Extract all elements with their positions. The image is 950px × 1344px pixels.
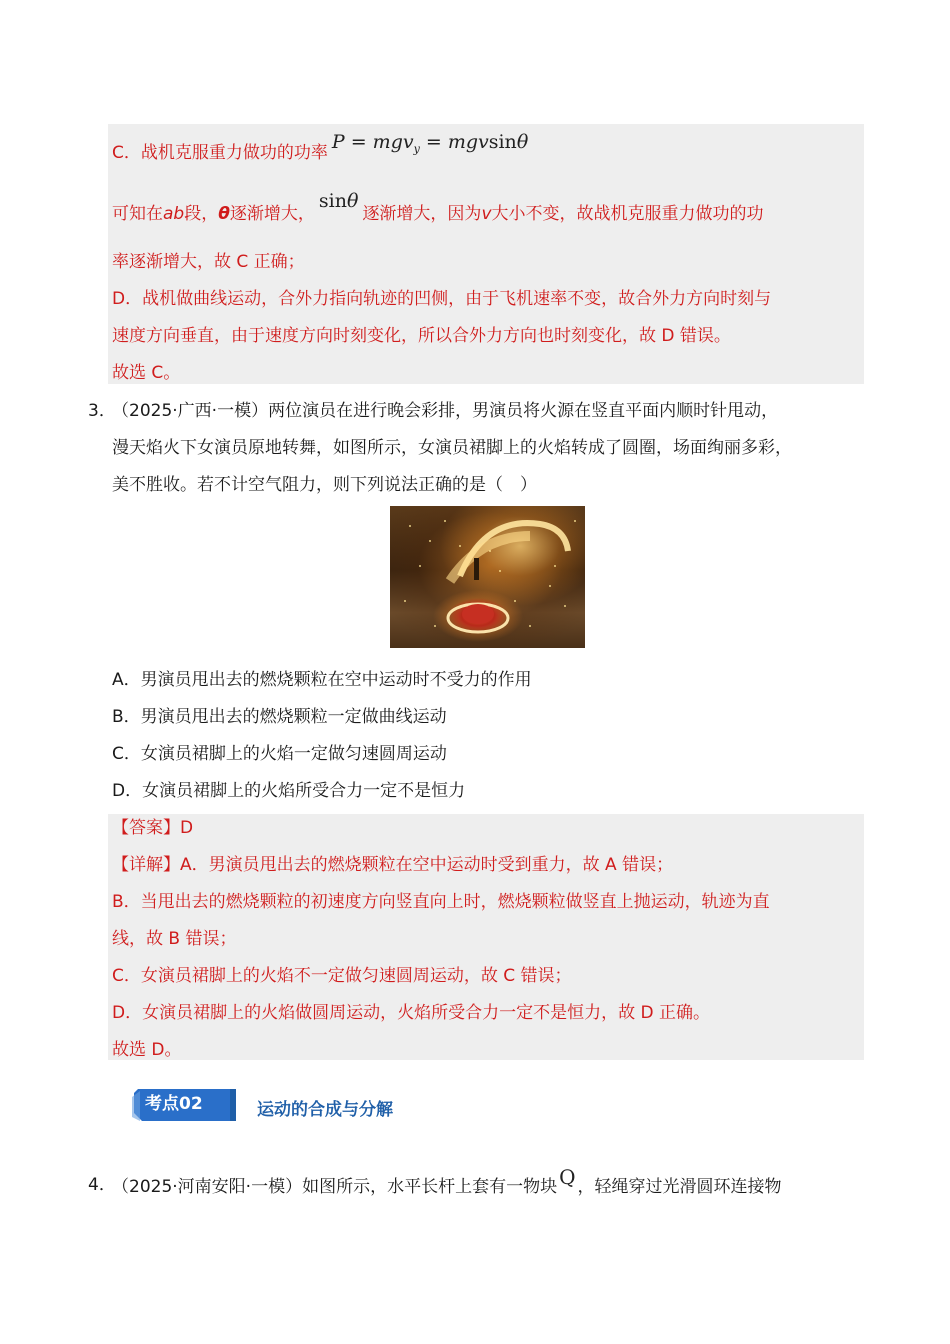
explanation-line-c — [112, 131, 529, 172]
answer-line: 【答案】D — [112, 818, 194, 838]
fire-dance-photo — [390, 506, 585, 648]
power-formula: P = mgv$_y$ = mgvsinθ — [331, 131, 529, 156]
question-stem-line: （2025·河南安阳·一模）如图所示，水平长杆上套有一物块 Q ，轻绳穿过光滑圆环连接物 — [112, 1165, 782, 1197]
question-stem-line: 漫天焰火下女演员原地转舞，如图所示，女演员裙脚上的火焰转成了圆圈，场面绚丽多彩， — [112, 438, 792, 458]
detail-line-2: B．当甩出去的燃烧颗粒的初速度方向竖直向上时，燃烧颗粒做竖直上抛运动，轨迹为直 — [112, 892, 770, 912]
question-number: 3． — [88, 401, 116, 421]
question-stem-line: （2025·广西·一模）两位演员在进行晚会彩排，男演员将火源在竖直平面内顺时针甩动， — [112, 401, 779, 421]
detail-line-3: 线，故 B 错误； — [112, 929, 237, 949]
explanation-line-5: 速度方向垂直，由于速度方向时刻变化，所以合外力方向也时刻变化，故 D 错误。 — [112, 326, 731, 346]
block-symbol: Q — [559, 1165, 576, 1189]
sparks-illustration — [390, 506, 585, 648]
sin-theta-formula: sinθ — [318, 190, 359, 212]
option-d: D．女演员裙脚上的火焰所受合力一定不是恒力 — [112, 781, 466, 801]
question-number: 4． — [88, 1175, 116, 1195]
option-a: A．男演员甩出去的燃烧颗粒在空中运动时不受力的作用 — [112, 670, 532, 690]
explanation-line-3: 率逐渐增大，故 C 正确； — [112, 252, 305, 272]
explanation-line-2: 可知在ab段，θ逐渐增大，sinθ逐渐增大，因为v大小不变，故战机克服重力做功的功 — [112, 190, 764, 224]
detail-line-5: D．女演员裙脚上的火焰做圆周运动，火焰所受合力一定不是恒力，故 D 正确。 — [112, 1003, 710, 1023]
detail-conclusion: 故选 D。 — [112, 1040, 182, 1060]
section-badge-label: 考点02 — [145, 1094, 203, 1114]
detail-line-1: 【详解】A．男演员甩出去的燃烧颗粒在空中运动时受到重力，故 A 错误； — [112, 855, 674, 875]
explanation-conclusion: 故选 C。 — [112, 363, 181, 383]
explanation-text: C．战机克服重力做功的功率 — [112, 143, 328, 163]
section-title: 运动的合成与分解 — [257, 1100, 393, 1120]
option-b: B．男演员甩出去的燃烧颗粒一定做曲线运动 — [112, 707, 447, 727]
detail-line-4: C．女演员裙脚上的火焰不一定做匀速圆周运动，故 C 错误； — [112, 966, 572, 986]
explanation-line-4: D．战机做曲线运动，合外力指向轨迹的凹侧，由于飞机速率不变，故合外力方向时刻与 — [112, 289, 772, 309]
question-stem-line: 美不胜收。若不计空气阻力，则下列说法正确的是（ ） — [112, 475, 537, 495]
option-c: C．女演员裙脚上的火焰一定做匀速圆周运动 — [112, 744, 447, 764]
